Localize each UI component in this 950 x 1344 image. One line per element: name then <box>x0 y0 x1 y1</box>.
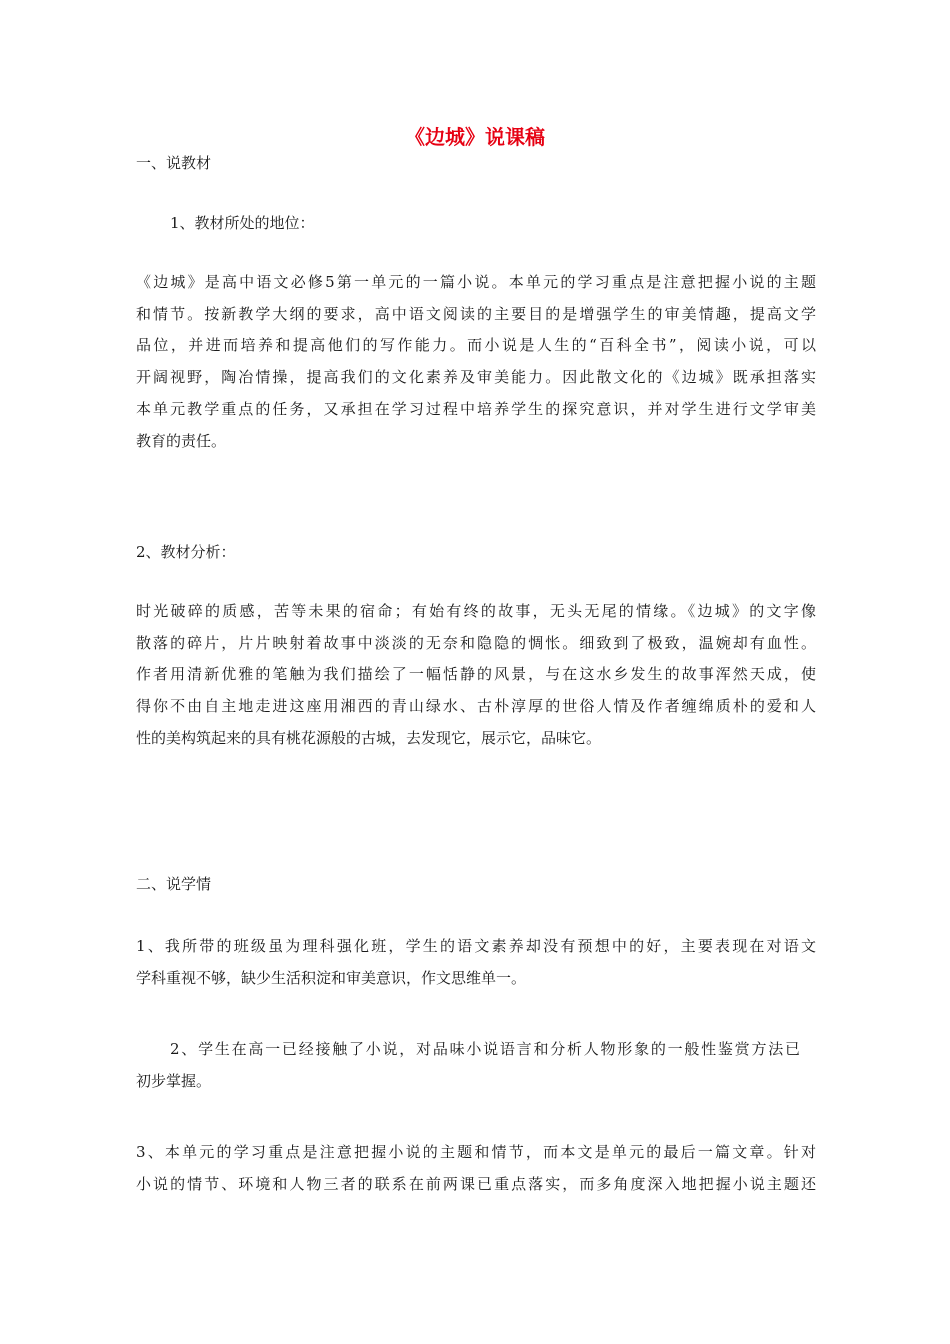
section-1-subheading-2: 2、教材分析： <box>136 543 236 561</box>
text-line: 和情节。按新教学大纲的要求，高中语文阅读的主要目的是增强学生的审美情趣，提高文学 <box>136 304 816 323</box>
text-line: 性的美构筑起来的具有桃花源般的古城，去发现它，展示它，品味它。 <box>136 728 602 747</box>
section-1-paragraph-2 <box>136 596 816 755</box>
text-line: 散落的碎片，片片映射着故事中淡淡的无奈和隐隐的惆怅。细致到了极致，温婉却有血性。 <box>136 633 816 652</box>
text-line: 1、我所带的班级虽为理科强化班，学生的语文素养却没有预想中的好，主要表现在对语文 <box>136 937 816 955</box>
section-2-heading: 二、说学情 <box>136 875 212 893</box>
section-1-heading: 一、说教材 <box>136 154 212 172</box>
text-line: 本单元教学重点的任务，又承担在学习过程中培养学生的探究意识，并对学生进行文学审美 <box>136 399 816 418</box>
text-line: 时光破碎的质感，苦等未果的宿命；有始有终的故事，无头无尾的情缘。《边城》的文字像 <box>136 602 816 620</box>
text-line: 《边城》是高中语文必修5第一单元的一篇小说。本单元的学习重点是注意把握小说的主题 <box>136 273 816 291</box>
text-line: 教育的责任。 <box>136 431 227 450</box>
section-2-paragraph-2 <box>136 1034 816 1097</box>
text-line: 开阔视野，陶冶情操，提高我们的文化素养及审美能力。因此散文化的《边城》既承担落实 <box>136 368 816 387</box>
text-line: 学科重视不够，缺少生活积淀和审美意识，作文思维单一。 <box>136 968 527 987</box>
section-1-subheading-1: 1、教材所处的地位： <box>170 214 315 232</box>
section-2-paragraph-3 <box>136 1137 816 1200</box>
text-line: 作者用清新优雅的笔触为我们描绘了一幅恬静的风景，与在这水乡发生的故事浑然天成，使 <box>136 665 816 684</box>
section-2-paragraph-1 <box>136 931 816 994</box>
text-line: 品位，并进而培养和提高他们的写作能力。而小说是人生的“百科全书”，阅读小说，可以 <box>136 336 816 355</box>
document-title: 《边城》说课稿 <box>405 125 545 149</box>
text-line: 初步掌握。 <box>136 1071 212 1090</box>
text-line: 得你不由自主地走进这座用湘西的青山绿水、古朴淳厚的世俗人情及作者缠绵质朴的爱和人 <box>136 697 816 716</box>
section-1-paragraph-1 <box>136 267 816 457</box>
text-line: 小说的情节、环境和人物三者的联系在前两课已重点落实，而多角度深入地把握小说主题还 <box>136 1174 816 1193</box>
text-line: 2、学生在高一已经接触了小说，对品味小说语言和分析人物形象的一般性鉴赏方法已 <box>170 1040 800 1058</box>
text-line: 3、本单元的学习重点是注意把握小说的主题和情节，而本文是单元的最后一篇文章。针对 <box>136 1143 816 1161</box>
